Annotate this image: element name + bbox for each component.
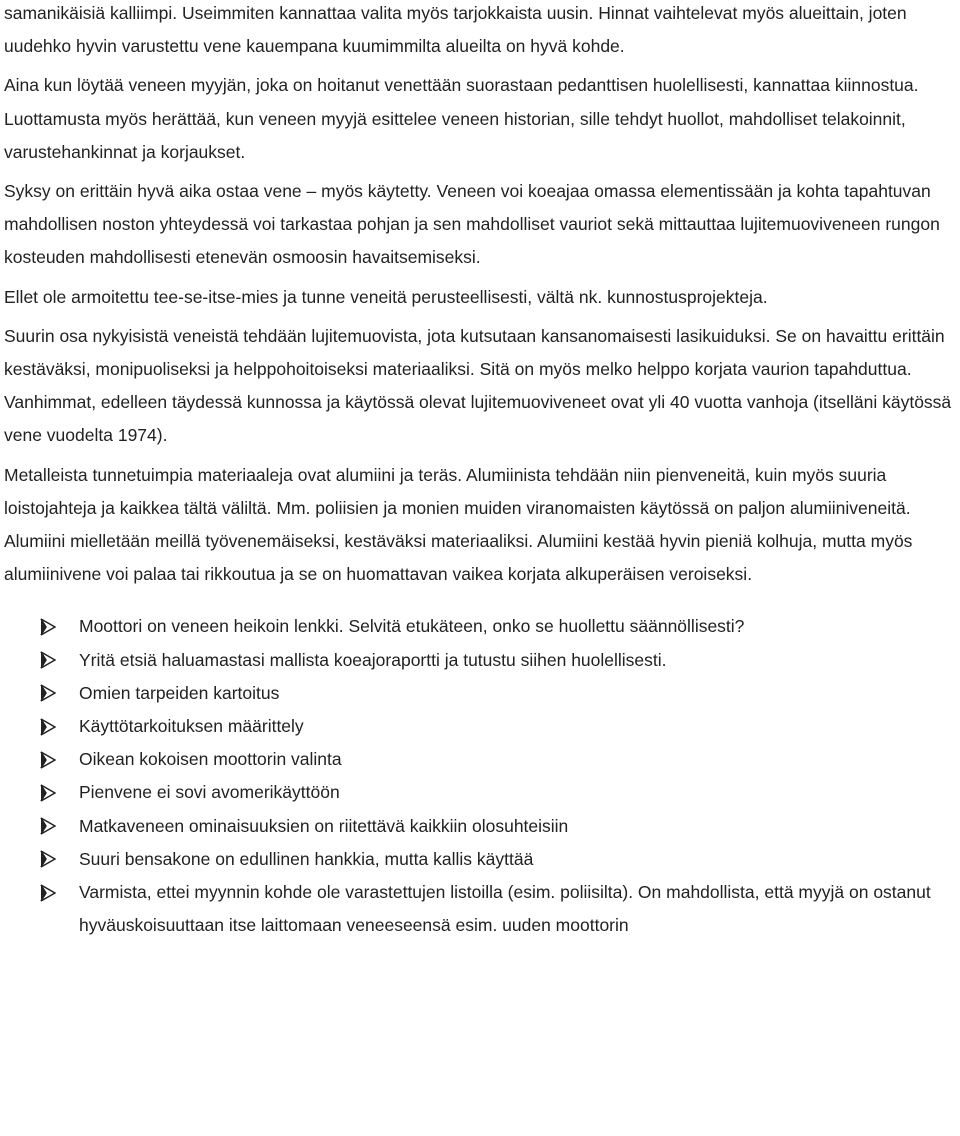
arrowhead-bullet-icon bbox=[38, 710, 58, 743]
list-item bbox=[4, 743, 954, 776]
list-item-text: Moottori on veneen heikoin lenkki. Selvitä etukäteen, onko se huollettu säännöllisesti? bbox=[79, 616, 745, 637]
arrowhead-bullet-icon bbox=[38, 876, 58, 909]
checklist bbox=[4, 610, 954, 942]
arrowhead-bullet-icon bbox=[38, 843, 58, 876]
list-item-text: Oikean kokoisen moottorin valinta bbox=[79, 749, 342, 770]
list-item-text: Pienvene ei sovi avomerikäyttöön bbox=[79, 782, 340, 803]
list-item bbox=[4, 776, 954, 809]
arrowhead-bullet-icon bbox=[38, 810, 58, 843]
list-item bbox=[4, 843, 954, 876]
arrowhead-bullet-icon bbox=[38, 776, 58, 809]
list-item bbox=[4, 810, 954, 843]
paragraph-seller: Aina kun löytää veneen myyjän, joka on hoitanut venettään suorastaan pedanttisen huolellisesti, kannattaa kiinnostua. Luottamusta myös herättää, kun veneen myyjä esittelee veneen historian, sille tehdyt huollot, mahdolliset telakoinnit, varustehankinnat ja korjaukset. bbox=[4, 75, 919, 162]
paragraph-fiberglass: Suurin osa nykyisistä veneistä tehdään lujitemuovista, jota kutsutaan kansanomaisesti lasikuiduksi. Se on havaittu erittäin kestäväksi, monipuoliseksi ja helppohoitoiseksi materiaaliksi. Sitä on myös melko helppo korjata vaurion tapahduttua. Vanhimmat, edelleen täydessä kunnossa ja käytössä olevat lujitemuoviveneet ovat yli 40 vuotta vanhoja (itselläni käytössä vene vuodelta 1974). bbox=[4, 325, 952, 446]
list-item bbox=[4, 644, 954, 677]
list-item bbox=[4, 677, 954, 710]
arrowhead-bullet-icon bbox=[38, 677, 58, 710]
list-item bbox=[4, 610, 954, 643]
arrowhead-bullet-icon bbox=[38, 743, 58, 776]
paragraph-autumn: Syksy on erittäin hyvä aika ostaa vene – myös käytetty. Veneen voi koeajaa omassa elementissään ja kohta tapahtuvan mahdollisen noston yhteydessä voi tarkastaa pohjan ja sen mahdolliset vauriot sekä mittauttaa lujitemuoviveneen rungon kosteuden mahdollisesti etenevän osmoosin havaitsemiseksi. bbox=[4, 181, 940, 268]
list-item-text: Käyttötarkoituksen määrittely bbox=[79, 716, 304, 737]
paragraph-diy-warning: Ellet ole armoitettu tee-se-itse-mies ja tunne veneitä perusteellisesti, vältä nk. kunnostusprojekteja. bbox=[4, 286, 768, 307]
list-item-text: Omien tarpeiden kartoitus bbox=[79, 682, 280, 703]
list-item bbox=[4, 876, 954, 942]
list-item-text: Yritä etsiä haluamastasi mallista koeajoraportti ja tutustu siihen huolellisesti. bbox=[79, 649, 667, 670]
arrowhead-bullet-icon bbox=[38, 610, 58, 643]
arrowhead-bullet-icon bbox=[38, 644, 58, 677]
list-item-text: Suuri bensakone on edullinen hankkia, mutta kallis käyttää bbox=[79, 848, 534, 869]
list-item bbox=[4, 710, 954, 743]
list-item-text: Matkaveneen ominaisuuksien on riitettävä kaikkiin olosuhteisiin bbox=[79, 815, 569, 836]
paragraph-intro: samanikäisiä kalliimpi. Useimmiten kannattaa valita myös tarjokkaista uusin. Hinnat vaihtelevat myös alueittain, joten uudehko hyvin varustettu vene kauempana kuumimmilta alueilta on hyvä kohde. bbox=[4, 3, 907, 57]
paragraph-metals: Metalleista tunnetuimpia materiaaleja ovat alumiini ja teräs. Alumiinista tehdään niin pienveneitä, kuin myös suuria loistojahteja ja kaikkea tältä väliltä. Mm. poliisien ja monien muiden viranomaisten käytössä on paljon alumiiniveneitä. Alumiini mielletään meillä työvenemäiseksi, kestäväksi materiaaliksi. Alumiini kestää hyvin pieniä kolhuja, mutta myös alumiinivene voi palaa tai rikkoutua ja se on huomattavan vaikea korjata alkuperäisen veroiseksi. bbox=[4, 464, 913, 585]
list-item-text: Varmista, ettei myynnin kohde ole varastettujen listoilla (esim. poliisilta). On mahdollista, että myyjä on ostanut hyväuskoisuuttaan itse laittomaan veneeseensä esim. uuden moottorin bbox=[79, 882, 931, 936]
